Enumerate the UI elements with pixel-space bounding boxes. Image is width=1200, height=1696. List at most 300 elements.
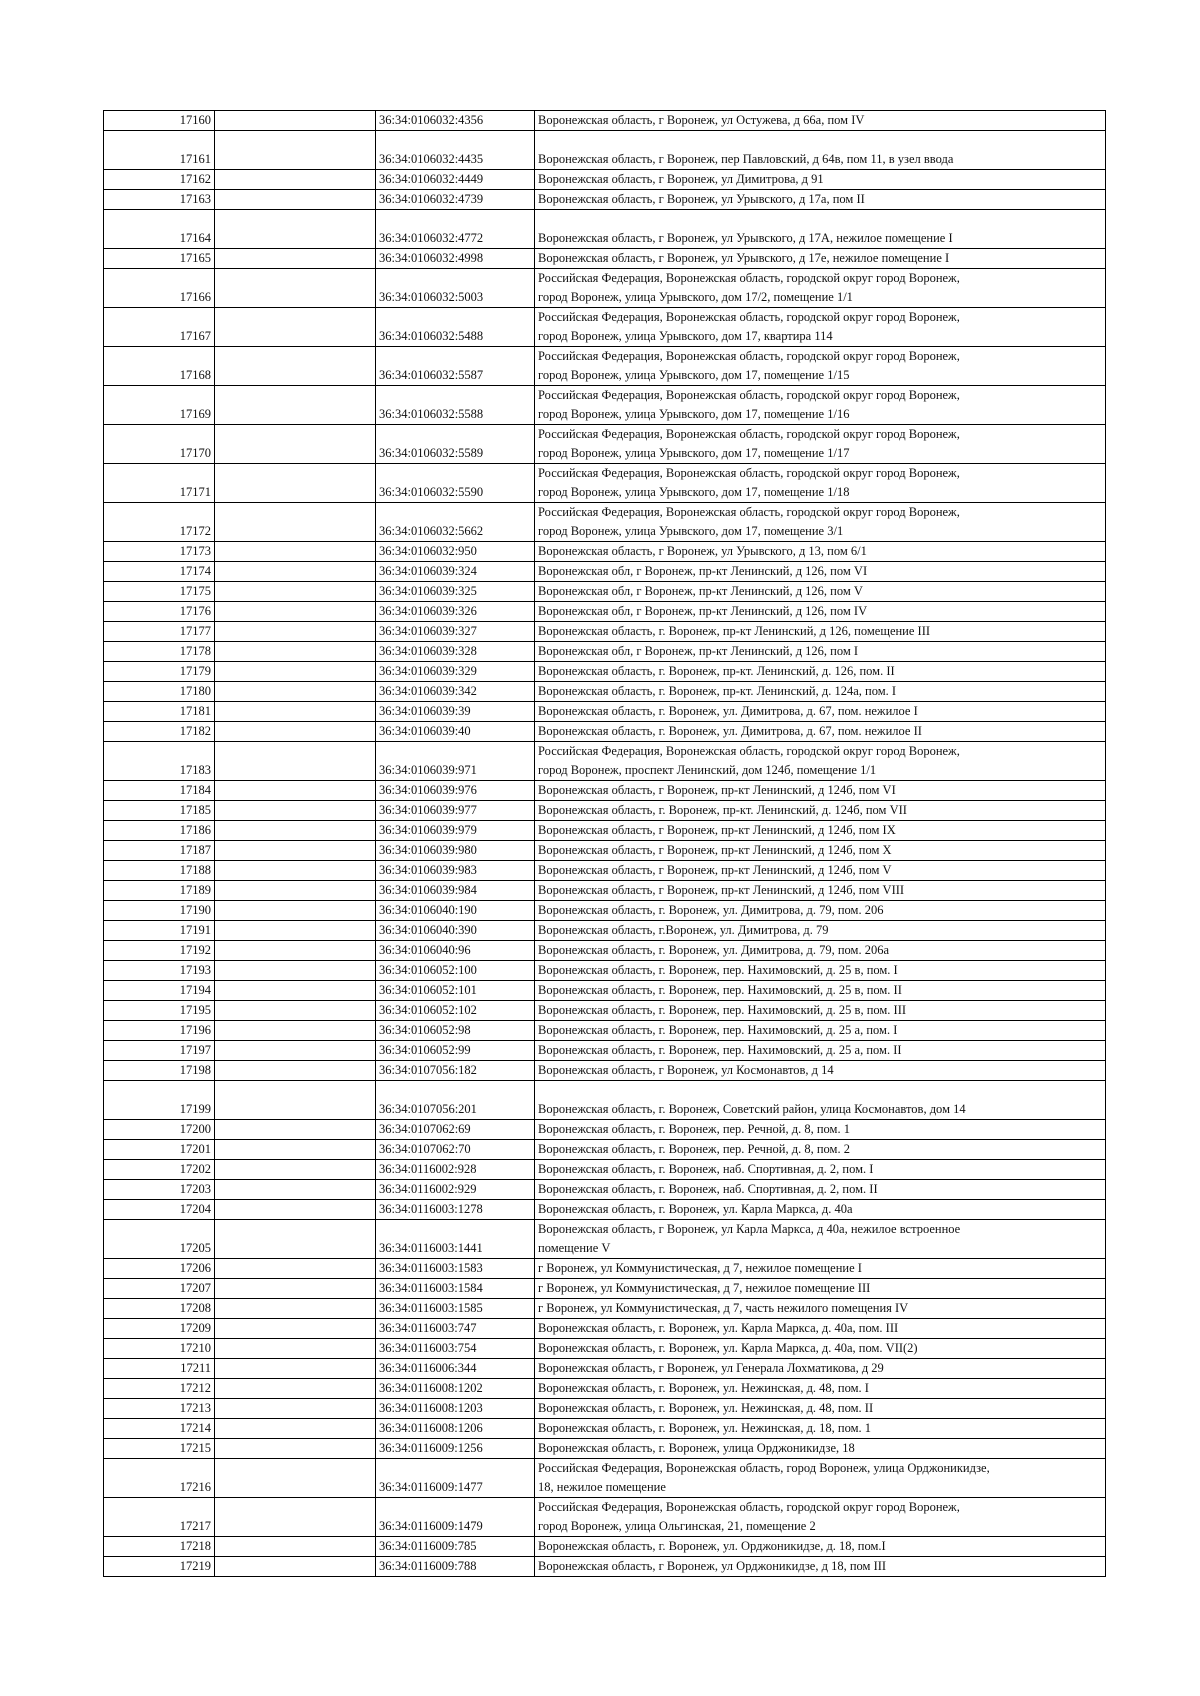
table-row xyxy=(104,1021,1106,1041)
empty-cell xyxy=(215,1061,376,1081)
empty-cell xyxy=(215,841,376,861)
address: Воронежская область, г. Воронеж, пер. Нахимовский, д. 25 в, пом. III xyxy=(535,1001,1106,1021)
row-number: 17171 xyxy=(104,464,215,503)
row-number: 17208 xyxy=(104,1299,215,1319)
row-number: 17179 xyxy=(104,662,215,682)
empty-cell xyxy=(215,464,376,503)
row-number: 17184 xyxy=(104,781,215,801)
cadastral-number: 36:34:0106039:971 xyxy=(376,742,535,781)
table-row xyxy=(104,1459,1106,1498)
row-number: 17187 xyxy=(104,841,215,861)
cadastral-number: 36:34:0106039:984 xyxy=(376,881,535,901)
empty-cell xyxy=(215,1160,376,1180)
cadastral-number: 36:34:0106032:4739 xyxy=(376,190,535,210)
table-row xyxy=(104,269,1106,308)
address: Воронежская область, г Воронеж, пр-кт Ленинский, д 124б, пом X xyxy=(535,841,1106,861)
address: Воронежская область, г. Воронеж, ул. Карла Маркса, д. 40а xyxy=(535,1200,1106,1220)
empty-cell xyxy=(215,269,376,308)
table-row xyxy=(104,210,1106,249)
empty-cell xyxy=(215,582,376,602)
address: Воронежская область, г. Воронеж, ул. Карла Маркса, д. 40а, пом. VII(2) xyxy=(535,1339,1106,1359)
address: Воронежская область, г. Воронеж, ул. Димитрова, д. 67, пом. нежилое I xyxy=(535,702,1106,722)
table-row xyxy=(104,602,1106,622)
empty-cell xyxy=(215,1459,376,1498)
address: Российская Федерация, Воронежская область, город Воронеж, улица Орджоникидзе, 18, нежилое помещение xyxy=(535,1459,1106,1498)
table-row xyxy=(104,722,1106,742)
table-row xyxy=(104,131,1106,170)
address: Воронежская область, г. Воронеж, улица Орджоникидзе, 18 xyxy=(535,1439,1106,1459)
address: Воронежская область, г. Воронеж, Советский район, улица Космонавтов, дом 14 xyxy=(535,1081,1106,1120)
row-number: 17176 xyxy=(104,602,215,622)
table-row xyxy=(104,1120,1106,1140)
table-row xyxy=(104,1498,1106,1537)
table-row xyxy=(104,1359,1106,1379)
row-number: 17188 xyxy=(104,861,215,881)
address: Воронежская обл, г Воронеж, пр-кт Ленинский, д 126, пом V xyxy=(535,582,1106,602)
row-number: 17213 xyxy=(104,1399,215,1419)
cadastral-number: 36:34:0106039:979 xyxy=(376,821,535,841)
table-row xyxy=(104,1140,1106,1160)
table-row xyxy=(104,1419,1106,1439)
empty-cell xyxy=(215,801,376,821)
address: Российская Федерация, Воронежская область, городской округ город Воронеж, город Воронеж, улица Урывского, дом 17, помещение 1/16 xyxy=(535,386,1106,425)
address: Воронежская область, г Воронеж, ул Урывского, д 17А, нежилое помещение I xyxy=(535,210,1106,249)
row-number: 17164 xyxy=(104,210,215,249)
row-number: 17217 xyxy=(104,1498,215,1537)
cadastral-number: 36:34:0106032:4772 xyxy=(376,210,535,249)
row-number: 17211 xyxy=(104,1359,215,1379)
address: Воронежская область, г. Воронеж, наб. Спортивная, д. 2, пом. I xyxy=(535,1160,1106,1180)
cadastral-number: 36:34:0116002:929 xyxy=(376,1180,535,1200)
cadastral-number: 36:34:0116009:788 xyxy=(376,1557,535,1577)
table-row xyxy=(104,1160,1106,1180)
table-row xyxy=(104,881,1106,901)
row-number: 17197 xyxy=(104,1041,215,1061)
cadastral-number: 36:34:0106032:950 xyxy=(376,542,535,562)
cadastral-number: 36:34:0107062:70 xyxy=(376,1140,535,1160)
empty-cell xyxy=(215,1081,376,1120)
cadastral-number: 36:34:0106032:5589 xyxy=(376,425,535,464)
address: Российская Федерация, Воронежская область, городской округ город Воронеж, город Воронеж, улица Урывского, дом 17, помещение 3/1 xyxy=(535,503,1106,542)
empty-cell xyxy=(215,662,376,682)
cadastral-number: 36:34:0116008:1206 xyxy=(376,1419,535,1439)
registry-table xyxy=(103,110,1106,1577)
row-number: 17166 xyxy=(104,269,215,308)
table-row xyxy=(104,1259,1106,1279)
empty-cell xyxy=(215,1021,376,1041)
address: Воронежская область, г Воронеж, ул Космонавтов, д 14 xyxy=(535,1061,1106,1081)
row-number: 17192 xyxy=(104,941,215,961)
cadastral-number: 36:34:0106039:342 xyxy=(376,682,535,702)
address: Воронежская обл, г Воронеж, пр-кт Ленинский, д 126, пом I xyxy=(535,642,1106,662)
row-number: 17173 xyxy=(104,542,215,562)
cadastral-number: 36:34:0116003:1584 xyxy=(376,1279,535,1299)
row-number: 17207 xyxy=(104,1279,215,1299)
table-row xyxy=(104,921,1106,941)
row-number: 17198 xyxy=(104,1061,215,1081)
address: Воронежская область, г Воронеж, пр-кт Ленинский, д 124б, пом VIII xyxy=(535,881,1106,901)
row-number: 17169 xyxy=(104,386,215,425)
address: Воронежская область, г. Воронеж, пер. Нахимовский, д. 25 а, пом. I xyxy=(535,1021,1106,1041)
cadastral-number: 36:34:0116008:1203 xyxy=(376,1399,535,1419)
table-row xyxy=(104,1279,1106,1299)
empty-cell xyxy=(215,921,376,941)
address: Российская Федерация, Воронежская область, городской округ город Воронеж, город Воронеж, улица Урывского, дом 17, квартира 114 xyxy=(535,308,1106,347)
cadastral-number: 36:34:0106032:5588 xyxy=(376,386,535,425)
cadastral-number: 36:34:0106039:326 xyxy=(376,602,535,622)
address: Воронежская область, г Воронеж, пер Павловский, д 64в, пом 11, в узел ввода xyxy=(535,131,1106,170)
row-number: 17209 xyxy=(104,1319,215,1339)
cadastral-number: 36:34:0106039:39 xyxy=(376,702,535,722)
table-row xyxy=(104,801,1106,821)
table-row xyxy=(104,941,1106,961)
cadastral-number: 36:34:0106032:5662 xyxy=(376,503,535,542)
address: Воронежская область, г Воронеж, пр-кт Ленинский, д 124б, пом IX xyxy=(535,821,1106,841)
row-number: 17177 xyxy=(104,622,215,642)
row-number: 17200 xyxy=(104,1120,215,1140)
address: Воронежская область, г Воронеж, ул Карла Маркса, д 40а, нежилое встроенное помещение V xyxy=(535,1220,1106,1259)
row-number: 17167 xyxy=(104,308,215,347)
empty-cell xyxy=(215,347,376,386)
cadastral-number: 36:34:0106032:4449 xyxy=(376,170,535,190)
empty-cell xyxy=(215,821,376,841)
table-row xyxy=(104,1001,1106,1021)
address: Воронежская область, г. Воронеж, ул. Нежинская, д. 48, пом. I xyxy=(535,1379,1106,1399)
address: Воронежская обл, г Воронеж, пр-кт Ленинский, д 126, пом VI xyxy=(535,562,1106,582)
row-number: 17218 xyxy=(104,1537,215,1557)
table-row xyxy=(104,111,1106,131)
address: Воронежская область, г. Воронеж, пр-кт. Ленинский, д. 126, пом. II xyxy=(535,662,1106,682)
empty-cell xyxy=(215,742,376,781)
table-row xyxy=(104,1319,1106,1339)
cadastral-number: 36:34:0106040:190 xyxy=(376,901,535,921)
cadastral-number: 36:34:0116003:1278 xyxy=(376,1200,535,1220)
cadastral-number: 36:34:0106052:99 xyxy=(376,1041,535,1061)
table-row xyxy=(104,1379,1106,1399)
table-row xyxy=(104,1220,1106,1259)
row-number: 17199 xyxy=(104,1081,215,1120)
table-row xyxy=(104,1200,1106,1220)
empty-cell xyxy=(215,1419,376,1439)
address: Воронежская область, г. Воронеж, пр-кт Ленинский, д 126, помещение III xyxy=(535,622,1106,642)
empty-cell xyxy=(215,861,376,881)
cadastral-number: 36:34:0106039:329 xyxy=(376,662,535,682)
row-number: 17168 xyxy=(104,347,215,386)
address: Воронежская область, г Воронеж, пр-кт Ленинский, д 124б, пом VI xyxy=(535,781,1106,801)
empty-cell xyxy=(215,1259,376,1279)
address: г Воронеж, ул Коммунистическая, д 7, нежилое помещение III xyxy=(535,1279,1106,1299)
address: Российская Федерация, Воронежская область, городской округ город Воронеж, город Воронеж, улица Урывского, дом 17/2, помещение 1/1 xyxy=(535,269,1106,308)
row-number: 17183 xyxy=(104,742,215,781)
empty-cell xyxy=(215,1557,376,1577)
address: Воронежская область, г.Воронеж, ул. Димитрова, д. 79 xyxy=(535,921,1106,941)
empty-cell xyxy=(215,781,376,801)
empty-cell xyxy=(215,702,376,722)
empty-cell xyxy=(215,1041,376,1061)
table-row xyxy=(104,1299,1106,1319)
table-row xyxy=(104,249,1106,269)
address: Воронежская область, г. Воронеж, пр-кт. Ленинский, д. 124а, пом. I xyxy=(535,682,1106,702)
row-number: 17206 xyxy=(104,1259,215,1279)
cadastral-number: 36:34:0106039:976 xyxy=(376,781,535,801)
cadastral-number: 36:34:0106032:5003 xyxy=(376,269,535,308)
address: Воронежская область, г. Воронеж, ул. Димитрова, д. 79, пом. 206 xyxy=(535,901,1106,921)
cadastral-number: 36:34:0106039:977 xyxy=(376,801,535,821)
empty-cell xyxy=(215,542,376,562)
empty-cell xyxy=(215,1299,376,1319)
table-row xyxy=(104,781,1106,801)
cadastral-number: 36:34:0106032:4998 xyxy=(376,249,535,269)
table-row xyxy=(104,1180,1106,1200)
address: Воронежская область, г Воронеж, ул Урывского, д 17а, пом II xyxy=(535,190,1106,210)
empty-cell xyxy=(215,1399,376,1419)
empty-cell xyxy=(215,901,376,921)
address: Воронежская область, г. Воронеж, ул. Димитрова, д. 79, пом. 206а xyxy=(535,941,1106,961)
table-row xyxy=(104,841,1106,861)
row-number: 17191 xyxy=(104,921,215,941)
address: Российская Федерация, Воронежская область, городской округ город Воронеж, город Воронеж, улица Урывского, дом 17, помещение 1/17 xyxy=(535,425,1106,464)
address: Воронежская область, г Воронеж, ул Урывского, д 13, пом 6/1 xyxy=(535,542,1106,562)
address: Воронежская область, г. Воронеж, ул. Орджоникидзе, д. 18, пом.I xyxy=(535,1537,1106,1557)
table-row xyxy=(104,901,1106,921)
table-row xyxy=(104,861,1106,881)
address: Российская Федерация, Воронежская область, городской округ город Воронеж, город Воронеж, проспект Ленинский, дом 124б, помещение 1/1 xyxy=(535,742,1106,781)
empty-cell xyxy=(215,602,376,622)
registry-table-body xyxy=(104,111,1106,1577)
row-number: 17215 xyxy=(104,1439,215,1459)
row-number: 17178 xyxy=(104,642,215,662)
row-number: 17181 xyxy=(104,702,215,722)
address: Воронежская область, г. Воронеж, пер. Нахимовский, д. 25 а, пом. II xyxy=(535,1041,1106,1061)
row-number: 17163 xyxy=(104,190,215,210)
table-row xyxy=(104,386,1106,425)
row-number: 17175 xyxy=(104,582,215,602)
cadastral-number: 36:34:0106032:5590 xyxy=(376,464,535,503)
address: Воронежская область, г Воронеж, ул Остужева, д 66а, пом IV xyxy=(535,111,1106,131)
address: Российская Федерация, Воронежская область, городской округ город Воронеж, город Воронеж, улица Урывского, дом 17, помещение 1/15 xyxy=(535,347,1106,386)
cadastral-number: 36:34:0106052:98 xyxy=(376,1021,535,1041)
row-number: 17193 xyxy=(104,961,215,981)
empty-cell xyxy=(215,682,376,702)
empty-cell xyxy=(215,1319,376,1339)
cadastral-number: 36:34:0116009:1479 xyxy=(376,1498,535,1537)
table-row xyxy=(104,1081,1106,1120)
empty-cell xyxy=(215,941,376,961)
empty-cell xyxy=(215,1279,376,1299)
row-number: 17195 xyxy=(104,1001,215,1021)
row-number: 17190 xyxy=(104,901,215,921)
cadastral-number: 36:34:0107062:69 xyxy=(376,1120,535,1140)
row-number: 17219 xyxy=(104,1557,215,1577)
address: Воронежская область, г. Воронеж, пер. Нахимовский, д. 25 в, пом. I xyxy=(535,961,1106,981)
address: Воронежская область, г Воронеж, ул Орджоникидзе, д 18, пом III xyxy=(535,1557,1106,1577)
table-row xyxy=(104,702,1106,722)
empty-cell xyxy=(215,1339,376,1359)
row-number: 17203 xyxy=(104,1180,215,1200)
cadastral-number: 36:34:0107056:201 xyxy=(376,1081,535,1120)
table-row xyxy=(104,1557,1106,1577)
cadastral-number: 36:34:0106039:328 xyxy=(376,642,535,662)
row-number: 17172 xyxy=(104,503,215,542)
empty-cell xyxy=(215,1498,376,1537)
empty-cell xyxy=(215,386,376,425)
table-row xyxy=(104,642,1106,662)
table-row xyxy=(104,742,1106,781)
empty-cell xyxy=(215,1200,376,1220)
empty-cell xyxy=(215,1120,376,1140)
address: Воронежская область, г. Воронеж, наб. Спортивная, д. 2, пом. II xyxy=(535,1180,1106,1200)
cadastral-number: 36:34:0106052:102 xyxy=(376,1001,535,1021)
empty-cell xyxy=(215,249,376,269)
empty-cell xyxy=(215,425,376,464)
empty-cell xyxy=(215,190,376,210)
cadastral-number: 36:34:0106040:96 xyxy=(376,941,535,961)
row-number: 17174 xyxy=(104,562,215,582)
table-row xyxy=(104,503,1106,542)
cadastral-number: 36:34:0106039:325 xyxy=(376,582,535,602)
empty-cell xyxy=(215,210,376,249)
cadastral-number: 36:34:0116002:928 xyxy=(376,1160,535,1180)
address: Воронежская область, г. Воронеж, ул. Нежинская, д. 48, пом. II xyxy=(535,1399,1106,1419)
table-row xyxy=(104,308,1106,347)
address: Воронежская область, г. Воронеж, пр-кт. Ленинский, д. 124б, пом VII xyxy=(535,801,1106,821)
row-number: 17205 xyxy=(104,1220,215,1259)
row-number: 17182 xyxy=(104,722,215,742)
table-row xyxy=(104,562,1106,582)
cadastral-number: 36:34:0106039:324 xyxy=(376,562,535,582)
address: Воронежская область, г Воронеж, пр-кт Ленинский, д 124б, пом V xyxy=(535,861,1106,881)
empty-cell xyxy=(215,131,376,170)
address: Российская Федерация, Воронежская область, городской округ город Воронеж, город Воронеж, улица Ольгинская, 21, помещение 2 xyxy=(535,1498,1106,1537)
address: Воронежская область, г. Воронеж, ул. Нежинская, д. 18, пом. 1 xyxy=(535,1419,1106,1439)
row-number: 17180 xyxy=(104,682,215,702)
empty-cell xyxy=(215,1379,376,1399)
cadastral-number: 36:34:0106032:5587 xyxy=(376,347,535,386)
cadastral-number: 36:34:0116006:344 xyxy=(376,1359,535,1379)
empty-cell xyxy=(215,562,376,582)
table-row xyxy=(104,582,1106,602)
row-number: 17204 xyxy=(104,1200,215,1220)
table-row xyxy=(104,347,1106,386)
address: Воронежская область, г. Воронеж, пер. Нахимовский, д. 25 в, пом. II xyxy=(535,981,1106,1001)
cadastral-number: 36:34:0106052:101 xyxy=(376,981,535,1001)
table-row xyxy=(104,1061,1106,1081)
cadastral-number: 36:34:0116003:1583 xyxy=(376,1259,535,1279)
cadastral-number: 36:34:0106032:4435 xyxy=(376,131,535,170)
table-row xyxy=(104,1399,1106,1419)
empty-cell xyxy=(215,642,376,662)
row-number: 17210 xyxy=(104,1339,215,1359)
cadastral-number: 36:34:0116009:1256 xyxy=(376,1439,535,1459)
cadastral-number: 36:34:0116003:1441 xyxy=(376,1220,535,1259)
table-row xyxy=(104,190,1106,210)
table-row xyxy=(104,1041,1106,1061)
row-number: 17202 xyxy=(104,1160,215,1180)
table-row xyxy=(104,425,1106,464)
table-row xyxy=(104,821,1106,841)
cadastral-number: 36:34:0106039:983 xyxy=(376,861,535,881)
cadastral-number: 36:34:0106032:4356 xyxy=(376,111,535,131)
cadastral-number: 36:34:0116009:785 xyxy=(376,1537,535,1557)
row-number: 17186 xyxy=(104,821,215,841)
row-number: 17189 xyxy=(104,881,215,901)
address: Воронежская область, г Воронеж, ул Димитрова, д 91 xyxy=(535,170,1106,190)
empty-cell xyxy=(215,170,376,190)
row-number: 17214 xyxy=(104,1419,215,1439)
empty-cell xyxy=(215,503,376,542)
cadastral-number: 36:34:0116003:747 xyxy=(376,1319,535,1339)
table-row xyxy=(104,464,1106,503)
empty-cell xyxy=(215,1220,376,1259)
row-number: 17216 xyxy=(104,1459,215,1498)
address: Воронежская область, г. Воронеж, пер. Речной, д. 8, пом. 1 xyxy=(535,1120,1106,1140)
cadastral-number: 36:34:0116003:1585 xyxy=(376,1299,535,1319)
empty-cell xyxy=(215,1359,376,1379)
table-row xyxy=(104,1439,1106,1459)
row-number: 17160 xyxy=(104,111,215,131)
empty-cell xyxy=(215,622,376,642)
row-number: 17170 xyxy=(104,425,215,464)
row-number: 17212 xyxy=(104,1379,215,1399)
cadastral-number: 36:34:0106040:390 xyxy=(376,921,535,941)
row-number: 17194 xyxy=(104,981,215,1001)
table-row xyxy=(104,542,1106,562)
empty-cell xyxy=(215,111,376,131)
row-number: 17196 xyxy=(104,1021,215,1041)
cadastral-number: 36:34:0106052:100 xyxy=(376,961,535,981)
address: Воронежская область, г Воронеж, ул Генерала Лохматикова, д 29 xyxy=(535,1359,1106,1379)
table-row xyxy=(104,170,1106,190)
empty-cell xyxy=(215,722,376,742)
address: г Воронеж, ул Коммунистическая, д 7, часть нежилого помещения IV xyxy=(535,1299,1106,1319)
address: Воронежская обл, г Воронеж, пр-кт Ленинский, д 126, пом IV xyxy=(535,602,1106,622)
address: Воронежская область, г. Воронеж, ул. Димитрова, д. 67, пом. нежилое II xyxy=(535,722,1106,742)
cadastral-number: 36:34:0106039:327 xyxy=(376,622,535,642)
empty-cell xyxy=(215,1537,376,1557)
table-row xyxy=(104,961,1106,981)
address: Российская Федерация, Воронежская область, городской округ город Воронеж, город Воронеж, улица Урывского, дом 17, помещение 1/18 xyxy=(535,464,1106,503)
empty-cell xyxy=(215,1140,376,1160)
cadastral-number: 36:34:0116009:1477 xyxy=(376,1459,535,1498)
table-row xyxy=(104,981,1106,1001)
empty-cell xyxy=(215,308,376,347)
row-number: 17161 xyxy=(104,131,215,170)
cadastral-number: 36:34:0116008:1202 xyxy=(376,1379,535,1399)
cadastral-number: 36:34:0106039:980 xyxy=(376,841,535,861)
cadastral-number: 36:34:0106032:5488 xyxy=(376,308,535,347)
table-row xyxy=(104,682,1106,702)
row-number: 17185 xyxy=(104,801,215,821)
table-row xyxy=(104,1537,1106,1557)
empty-cell xyxy=(215,1439,376,1459)
address: г Воронеж, ул Коммунистическая, д 7, нежилое помещение I xyxy=(535,1259,1106,1279)
empty-cell xyxy=(215,881,376,901)
table-row xyxy=(104,622,1106,642)
row-number: 17162 xyxy=(104,170,215,190)
address: Воронежская область, г. Воронеж, пер. Речной, д. 8, пом. 2 xyxy=(535,1140,1106,1160)
table-row xyxy=(104,1339,1106,1359)
empty-cell xyxy=(215,981,376,1001)
empty-cell xyxy=(215,1180,376,1200)
cadastral-number: 36:34:0116003:754 xyxy=(376,1339,535,1359)
empty-cell xyxy=(215,1001,376,1021)
row-number: 17201 xyxy=(104,1140,215,1160)
address: Воронежская область, г. Воронеж, ул. Карла Маркса, д. 40а, пом. III xyxy=(535,1319,1106,1339)
empty-cell xyxy=(215,961,376,981)
cadastral-number: 36:34:0107056:182 xyxy=(376,1061,535,1081)
address: Воронежская область, г Воронеж, ул Урывского, д 17е, нежилое помещение I xyxy=(535,249,1106,269)
cadastral-number: 36:34:0106039:40 xyxy=(376,722,535,742)
